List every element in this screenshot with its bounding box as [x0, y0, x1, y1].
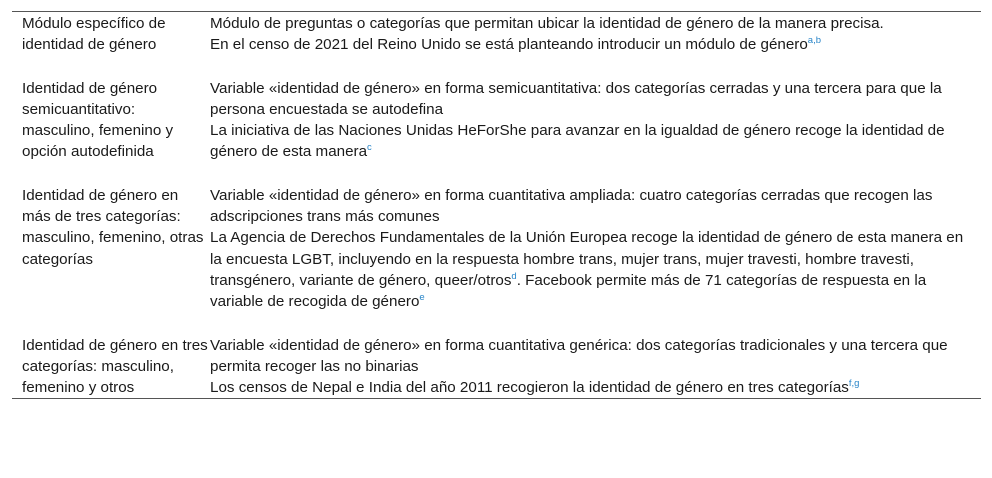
footnote-ref-link[interactable]: c — [367, 142, 372, 154]
footnote-ref-link[interactable]: f,g — [848, 378, 860, 390]
example-line — [210, 377, 970, 398]
row-label: Identidad de género en más de tres categorías: masculino, femenino, otras categorías — [22, 186, 204, 268]
row-label: Módulo específico de identidad de género — [22, 15, 166, 54]
row-description — [210, 185, 970, 313]
table-row — [12, 335, 981, 399]
example-text: La Agencia de Derechos Fundamentales de la Unión Europea recoge la identidad de género de esta manera en la encuesta LGBT, incluyendo en la respuesta hombre trans, mujer trans, mujer travesti, hombre travesti, transgénero, variante de género, queer/otros — [210, 229, 964, 289]
example-text-cont: . Facebook permite más de 71 categorías de respuesta en la variable de recogida de género — [210, 271, 927, 311]
footnote-ref-link[interactable]: a,b — [807, 35, 822, 47]
row-description — [210, 13, 970, 56]
footnote-ref-link[interactable]: d — [511, 270, 517, 282]
description-line: Variable «identidad de género» en forma semicuantitativa: dos categorías cerradas y una tercera para que la persona encuestada se autodefina — [210, 79, 942, 118]
footnote-ref-link[interactable]: e — [419, 292, 425, 304]
row-label: Identidad de género semicuantitativo: masculino, femenino y opción autodefinida — [22, 79, 174, 161]
table-row — [12, 185, 981, 335]
row-description — [210, 335, 970, 399]
example-text: La iniciativa de las Naciones Unidas HeForShe para avanzar en la igualdad de género recoge la identidad de género de esta manera — [210, 122, 945, 161]
description-line: Módulo de preguntas o categorías que permitan ubicar la identidad de género de la manera precisa. — [210, 15, 884, 32]
example-text: Los censos de Nepal e India del año 2011 recogieron la identidad de género en tres categorías — [210, 379, 849, 397]
table-row — [12, 12, 981, 78]
example-line — [210, 227, 970, 312]
example-text: En el censo de 2021 del Reino Unido se está planteando introducir un módulo de género — [210, 36, 808, 54]
row-label: Identidad de género en tres categorías: masculino, femenino y otros — [22, 336, 208, 397]
row-description — [210, 78, 970, 163]
example-line — [210, 120, 970, 163]
example-line — [210, 34, 970, 55]
description-line: Variable «identidad de género» en forma cuantitativa genérica: dos categorías tradicionales y una tercera que permita recoger las no binarias — [210, 336, 948, 375]
gender-identity-table — [12, 11, 981, 399]
description-line: Variable «identidad de género» en forma cuantitativa ampliada: cuatro categorías cerradas que recogen las adscripciones trans más comunes — [210, 186, 933, 226]
table-row — [12, 78, 981, 185]
